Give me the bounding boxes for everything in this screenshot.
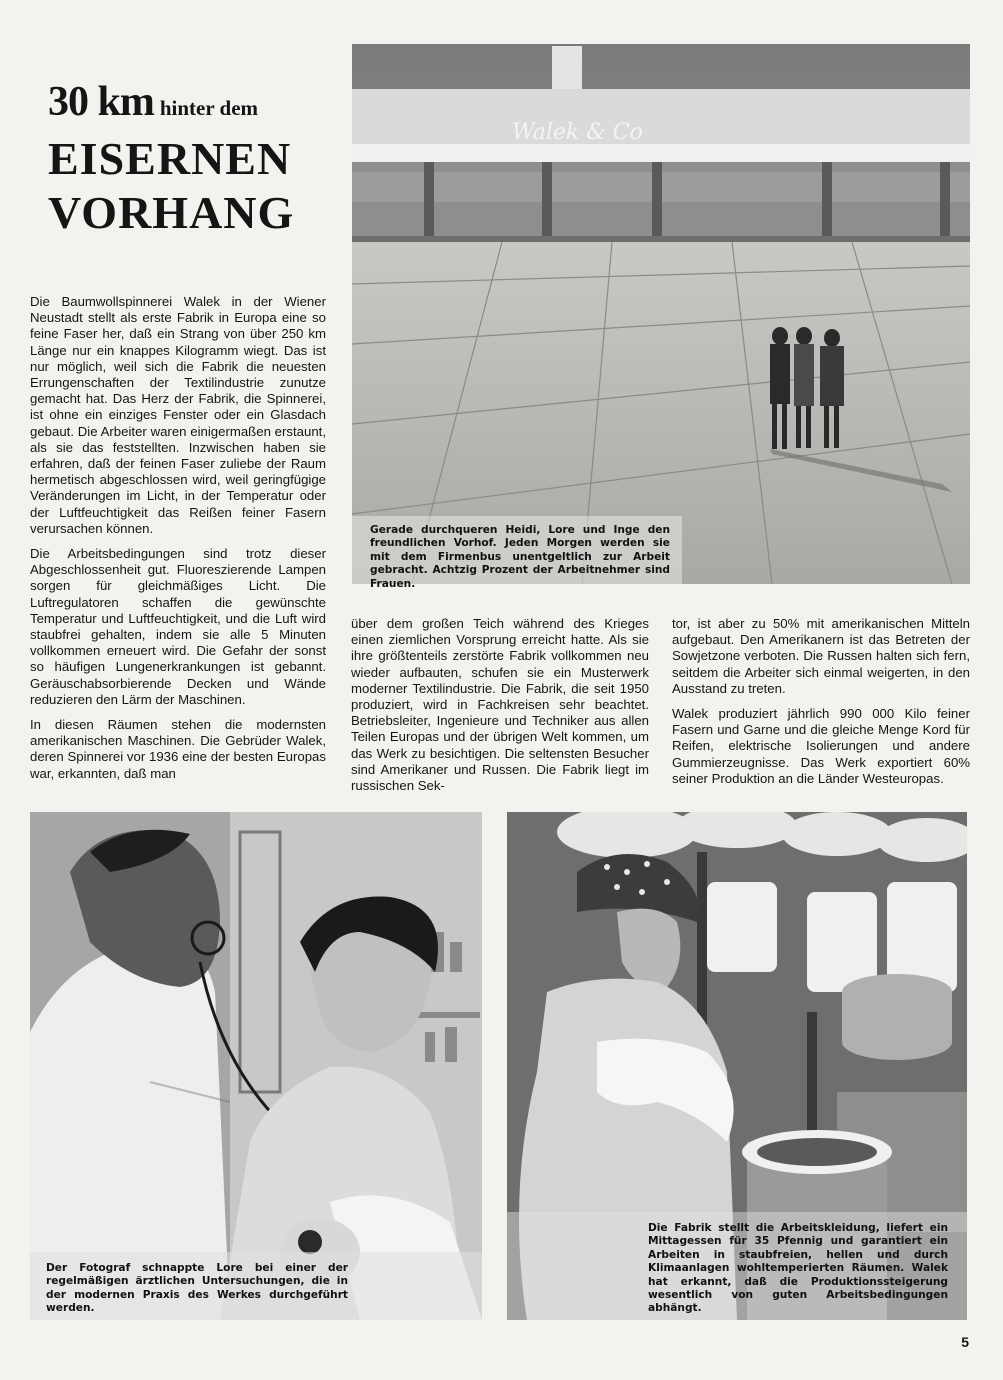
factory-sign: Walek & Co (512, 120, 643, 145)
article-paragraph: über dem großen Teich während des Krieges einen ziemlichen Vorsprung erreicht hatte. Als sie ihre größtenteils zerstörte Fabrik vollkommen neu wieder aufbauten, schufen sie ein Musterwerk moderner Textilindustrie. Die Fabrik, die seit 1950 produziert, wird in Fachkreisen sehr beachtet. Betriebsleiter, Ingenieure und Techniker aus allen Teilen Europas und der übrigen Welt kommen, um das Werk zu besichtigen. Die seltensten Besucher sind Amerikaner und Russen. Die Fabrik liegt im russischen Sek- (351, 616, 649, 794)
headline-small: hinter dem (159, 96, 259, 120)
article-column-2 (351, 616, 649, 803)
caption-medical-exam: Der Fotograf schnappte Lore bei einer der regelmäßigen ärztlichen Untersuchungen, die in der modernen Praxis des Werkes durchgeführt werden. (46, 1262, 348, 1315)
headline (48, 78, 318, 240)
caption-spinning-machines: Die Fabrik stellt die Arbeitskleidung, liefert ein Mittagessen für 35 Pfennig und garantiert ein Arbeiten in staubfreien, hellen und durch Klimaanlagen wohltemperierten Räumen. Walek hat erkannt, daß die Produktionssteigerung wesentlich von guten Arbeitsbedingungen abhängt. (648, 1222, 948, 1315)
article-paragraph: Die Arbeitsbedingungen sind trotz dieser Abgeschlossenheit gut. Fluoreszierende Lampen sorgen für gleichmäßiges Licht. Die Luftregulatoren schaffen die gewünschte Temperatur und Luftfeuchtigkeit, und die Luft wird staubfrei gehalten, indem sie alle 5 Minuten vollkommen erneuert wird. Die Gefahr der sonst so häufigen Lungenerkrankungen ist gebannt. Geräuschabsorbierende Decken und Wände reduzieren den Lärm der Maschinen. (30, 546, 326, 707)
headline-line1 (48, 78, 318, 126)
article-paragraph: Walek produziert jährlich 990 000 Kilo feiner Fasern und Garne und die gleiche Menge Kord für Reifen, elektrische Isolierungen und andere Gummierzeugnisse. Das Werk exportiert 60% seiner Produktion an die Länder Westeuropas. (672, 706, 970, 786)
article-paragraph: In diesen Räumen stehen die modernsten amerikanischen Maschinen. Die Gebrüder Walek, deren Spinnerei vor 1936 eine der besten Europas war, erkannten, daß man (30, 717, 326, 781)
article-paragraph: Die Baumwollspinnerei Walek in der Wiener Neustadt stellt als erste Fabrik in Europa eine so feine Faser her, daß ein Strang von über 250 km Länge nur ein knappes Kilogramm wiegt. Das ist nur möglich, weil sich die Fabrik die neuesten Errungenschaften der Textilindustrie zunutze gemacht hat. Das Herz der Fabrik, die Spinnerei, ist ohne ein einziges Fenster oder ein Glasdach gebaut. Die Arbeiter waren einigermaßen erstaunt, als sie das feststellten. Inzwischen haben sie erfahren, daß der feinen Faser zuliebe der Raum hermetisch abgeschlossen wird, weil geringfügige Veränderungen im Licht, in der Temperatur oder der Luftfeuchtigkeit das Reißen feiner Fasern verursachen können. (30, 294, 326, 536)
headline-big: 30 km (48, 79, 154, 125)
caption-top-photo: Gerade durchqueren Heidi, Lore und Inge den freundlichen Vorhof. Jeden Morgen werden sie mit dem Firmenbus unentgeltlich zur Arbeit gebracht. Achtzig Prozent der Arbeitnehmer sind Frauen. (370, 524, 670, 590)
headline-line3: VORHANG (48, 187, 295, 238)
photo-medical-exam (30, 812, 482, 1320)
article-paragraph: tor, ist aber zu 50% mit amerikanischen Mitteln aufgebaut. Den Amerikanern ist das Betreten der Sowjetzone verboten. Die Russen halten sich fern, seitdem die Arbeiter sich einmal weigerten, in den Ausstand zu treten. (672, 616, 970, 696)
article-column-1 (30, 294, 326, 791)
headline-line2: EISERNEN (48, 133, 292, 184)
article-column-3 (672, 616, 970, 796)
photo-factory-forecourt (352, 44, 970, 584)
page-number: 5 (961, 1334, 969, 1350)
